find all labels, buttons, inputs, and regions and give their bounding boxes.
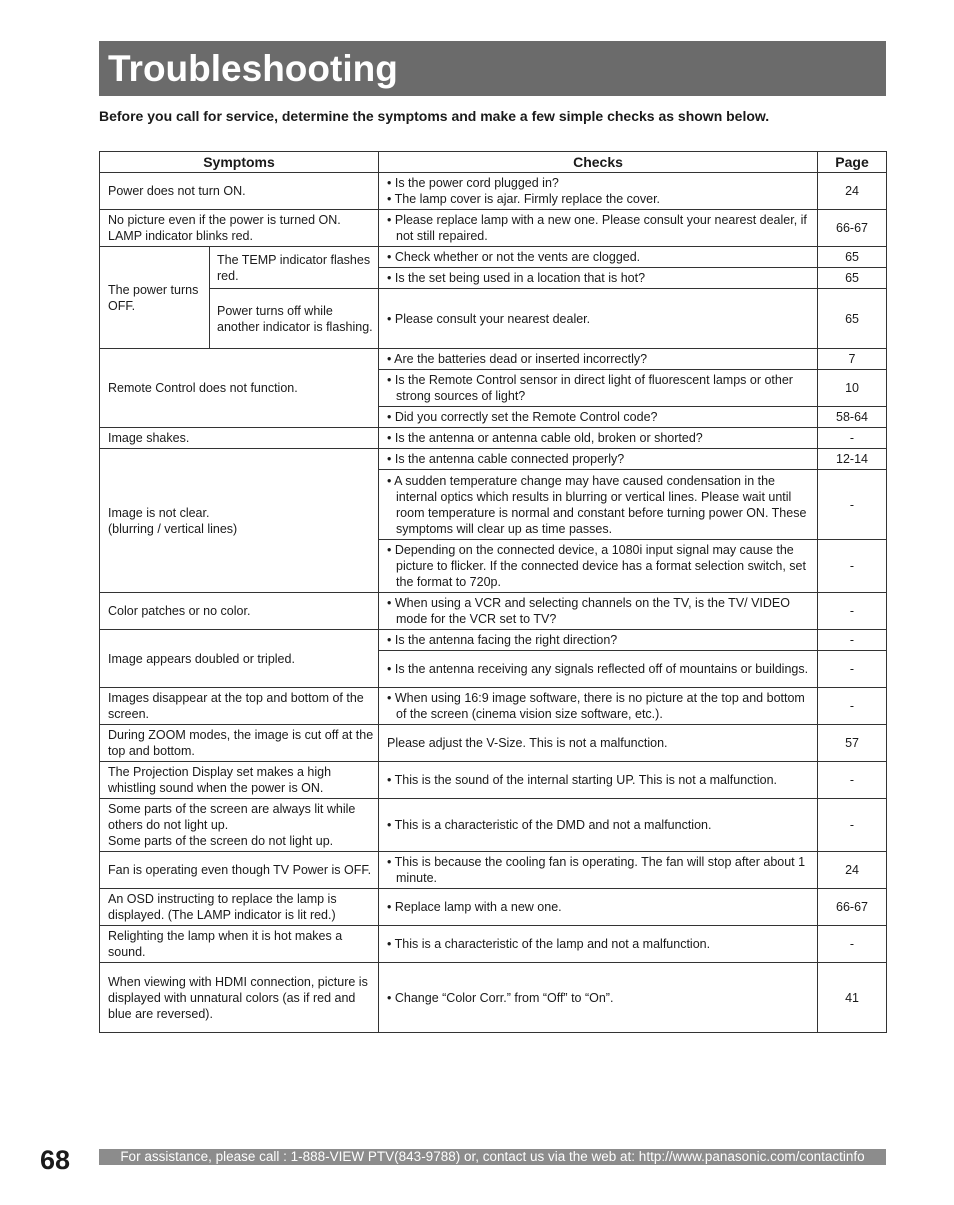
intro-text: Before you call for service, determine the symptoms and make a few simple checks as shown below. (99, 108, 770, 124)
table-row (100, 852, 887, 889)
symptom-line: LAMP indicator blinks red. (108, 229, 253, 243)
page-cell: - (818, 799, 887, 852)
check-line: • Replace lamp with a new one. (387, 900, 562, 914)
check-line: • The lamp cover is ajar. Firmly replace the cover. (387, 192, 661, 206)
page-cell: 24 (818, 173, 887, 210)
header-symptoms: Symptoms (100, 152, 379, 173)
check-cell (379, 470, 818, 540)
symptom-cell (100, 247, 210, 349)
check-line: • Depending on the connected device, a 1080i input signal may cause the picture to flicker. If the connected device has a format selection switch, set the format to 720p. (387, 543, 806, 589)
check-cell (379, 173, 818, 210)
table-row (100, 630, 887, 651)
page-cell: 57 (818, 725, 887, 762)
table-row (100, 289, 887, 349)
table-row (100, 173, 887, 210)
page-cell: 65 (818, 268, 887, 289)
symptom-line: No picture even if the power is turned ON. (108, 213, 341, 227)
page-cell: 41 (818, 963, 887, 1033)
page-cell: - (818, 630, 887, 651)
page-cell: - (818, 688, 887, 725)
check-cell (379, 651, 818, 688)
symptom-cell (100, 799, 379, 852)
check-cell (379, 370, 818, 407)
symptom-line: Image is not clear. (108, 505, 210, 520)
check-cell (379, 210, 818, 247)
check-line: • Are the batteries dead or inserted incorrectly? (387, 352, 648, 366)
check-cell (379, 762, 818, 799)
page-cell: 66-67 (818, 210, 887, 247)
check-line: • Is the set being used in a location that is hot? (387, 271, 646, 285)
title-bar (99, 41, 886, 96)
symptom-cell (100, 449, 379, 593)
header-page: Page (818, 152, 887, 173)
symptom-line: Some parts of the screen are always lit while others do not light up. (108, 802, 356, 832)
check-line: • This is a characteristic of the DMD and not a malfunction. (387, 818, 712, 832)
check-cell (379, 926, 818, 963)
table-row (100, 889, 887, 926)
check-cell (379, 852, 818, 889)
table-header-row (100, 152, 887, 173)
page-cell: - (818, 926, 887, 963)
symptom-cell: An OSD instructing to replace the lamp is displayed. (The LAMP indicator is lit red.) (100, 889, 379, 926)
check-cell (379, 407, 818, 428)
page-cell: 24 (818, 852, 887, 889)
check-line: • Is the antenna cable connected properly? (387, 452, 625, 466)
page-cell: - (818, 540, 887, 593)
symptom-cell: Remote Control does not function. (100, 349, 379, 428)
check-line: • This is the sound of the internal starting UP. This is not a malfunction. (387, 773, 778, 787)
check-cell (379, 349, 818, 370)
symptom-cell: Image appears doubled or tripled. (100, 630, 379, 688)
sub-symptom-cell: The TEMP indicator flashes red. (210, 247, 379, 289)
check-cell (379, 428, 818, 449)
check-line: • Please consult your nearest dealer. (387, 311, 591, 326)
symptom-cell: During ZOOM modes, the image is cut off at the top and bottom. (100, 725, 379, 762)
table-row (100, 799, 887, 852)
check-cell (379, 540, 818, 593)
check-cell (379, 449, 818, 470)
symptom-cell: Power does not turn ON. (100, 173, 379, 210)
page-cell: - (818, 651, 887, 688)
page-number: 68 (40, 1145, 71, 1175)
check-line: • When using a VCR and selecting channels on the TV, is the TV/ VIDEO mode for the VCR set to TV? (387, 596, 790, 626)
check-line: • Change “Color Corr.” from “Off” to “On”. (387, 990, 614, 1005)
check-cell (379, 889, 818, 926)
symptom-cell (100, 210, 379, 247)
footer-assistance-bar: For assistance, please call : 1-888-VIEW PTV(843-9788) or, contact us via the web at: http://www.panasonic.com/contactinfo (99, 1149, 886, 1165)
table-row (100, 247, 887, 268)
check-line: • Check whether or not the vents are clogged. (387, 250, 641, 264)
page-cell: 12-14 (818, 449, 887, 470)
check-cell: Please adjust the V-Size. This is not a malfunction. (379, 725, 818, 762)
table-row (100, 593, 887, 630)
check-cell (379, 593, 818, 630)
table-row (100, 428, 887, 449)
check-line: • Please replace lamp with a new one. Please consult your nearest dealer, if not still repaired. (387, 213, 807, 243)
page-cell: 58-64 (818, 407, 887, 428)
symptom-line: Some parts of the screen do not light up. (108, 834, 334, 848)
sub-symptom-cell: Power turns off while another indicator is flashing. (210, 289, 379, 349)
troubleshooting-table (99, 151, 887, 1033)
table-row (100, 926, 887, 963)
page-cell: 7 (818, 349, 887, 370)
check-cell (379, 799, 818, 852)
check-cell (379, 688, 818, 725)
table-row (100, 725, 887, 762)
page-cell: 66-67 (818, 889, 887, 926)
page-cell: 65 (818, 247, 887, 268)
symptom-line: The power turns (108, 282, 199, 297)
page-cell: - (818, 428, 887, 449)
check-line: • This is because the cooling fan is operating. The fan will stop after about 1 minute. (387, 855, 806, 885)
header-checks: Checks (379, 152, 818, 173)
check-line: • When using 16:9 image software, there is no picture at the top and bottom of the screen (cinema vision size software, etc.). (387, 691, 805, 721)
check-line: • Did you correctly set the Remote Control code? (387, 410, 658, 424)
symptom-cell: When viewing with HDMI connection, picture is displayed with unnatural colors (as if red and blue are reversed). (100, 963, 379, 1033)
table-row (100, 963, 887, 1033)
table-row (100, 449, 887, 470)
check-cell (379, 963, 818, 1033)
check-line: • Is the antenna or antenna cable old, broken or shorted? (387, 431, 703, 445)
check-cell (379, 289, 818, 349)
table-row (100, 762, 887, 799)
check-cell (379, 247, 818, 268)
check-cell (379, 630, 818, 651)
table-row (100, 688, 887, 725)
table-row (100, 349, 887, 370)
symptom-line: OFF. (108, 298, 136, 313)
page-cell: 10 (818, 370, 887, 407)
symptom-cell: Relighting the lamp when it is hot makes a sound. (100, 926, 379, 963)
symptom-cell: Fan is operating even though TV Power is OFF. (100, 852, 379, 889)
check-cell (379, 268, 818, 289)
check-line: • This is a characteristic of the lamp and not a malfunction. (387, 937, 711, 951)
page-cell: 65 (818, 289, 887, 349)
check-line: • Is the Remote Control sensor in direct light of fluorescent lamps or other strong sources of light? (387, 373, 793, 403)
symptom-cell: Images disappear at the top and bottom of the screen. (100, 688, 379, 725)
page-title: Troubleshooting (108, 48, 398, 89)
page-cell: - (818, 762, 887, 799)
check-line: • Is the antenna facing the right direction? (387, 633, 618, 647)
check-line: • Is the antenna receiving any signals reflected off of mountains or buildings. (387, 662, 809, 676)
symptom-cell: Color patches or no color. (100, 593, 379, 630)
check-line: • A sudden temperature change may have caused condensation in the internal optics which results in blurring or vertical lines. Please wait until room temperature is normal and constant before turning power ON. These symptoms will clear up as time passes. (387, 473, 807, 536)
page-cell: - (818, 593, 887, 630)
symptom-cell: The Projection Display set makes a high whistling sound when the power is ON. (100, 762, 379, 799)
table-row (100, 210, 887, 247)
check-line: • Is the power cord plugged in? (387, 176, 559, 190)
symptom-line: (blurring / vertical lines) (108, 521, 238, 536)
symptom-cell: Image shakes. (100, 428, 379, 449)
page-cell: - (818, 470, 887, 540)
